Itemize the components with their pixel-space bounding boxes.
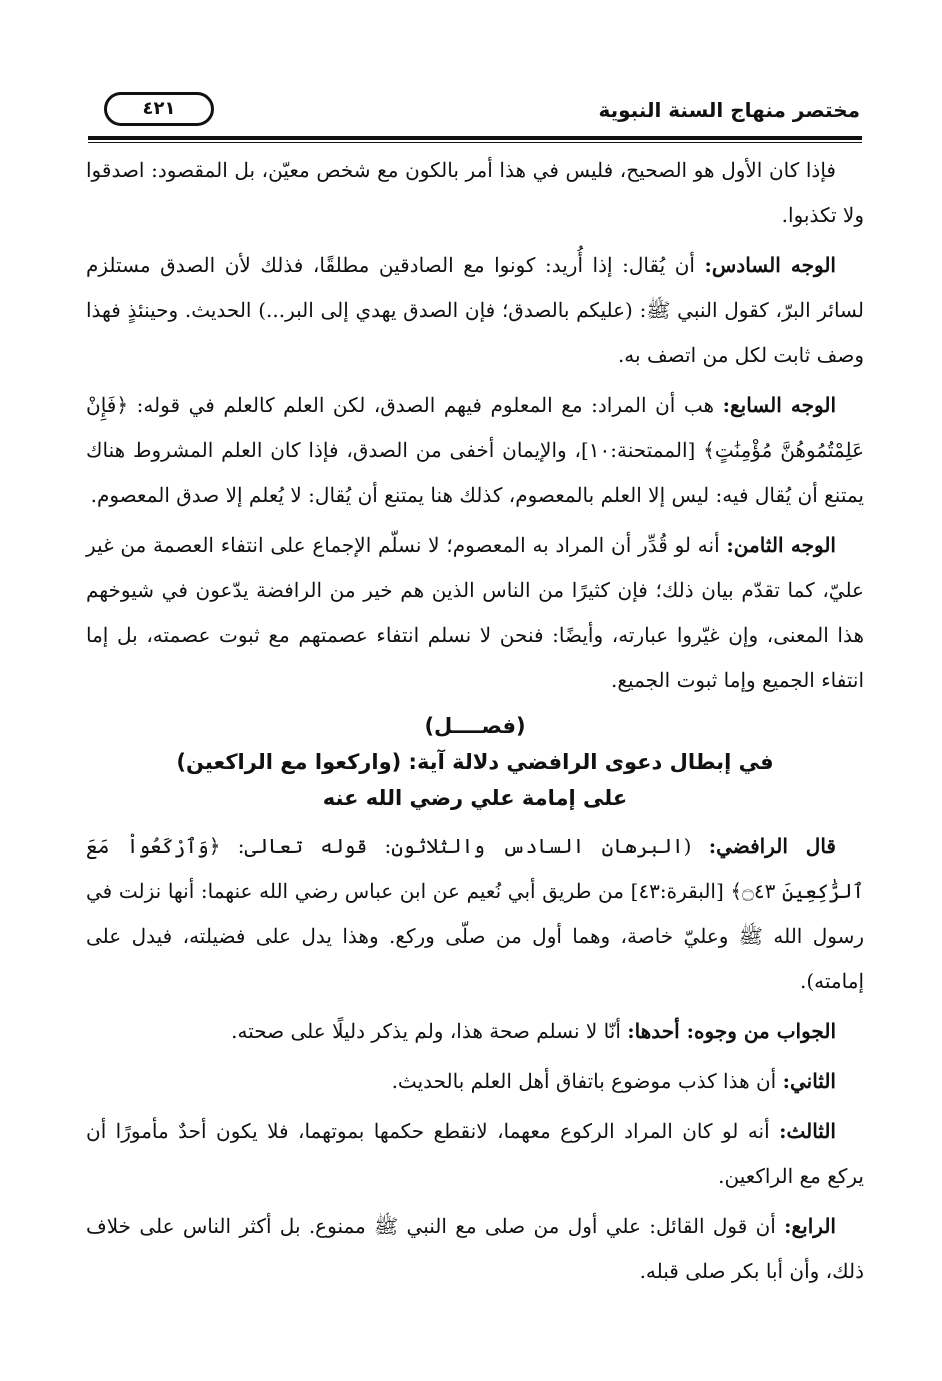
paragraph-text: أن قول القائل: علي أول من صلى مع النبي ﷺ ممنوع. بل أكثر الناس على خلاف ذلك، وأن أبا بكر صلى قبله.: [86, 1214, 864, 1283]
paragraph-text: أنه لو قُدِّر أن المراد به المعصوم؛ لا نسلّم الإجماع على انتفاء العصمة من غير عليّ، كما تقدّم بيان ذلك؛ فإن كثيرًا من الناس الذين هم خير من الرافضة يدّعون في شيوخهم هذا المعنى، وإن غيّروا عبارته، وأيضًا: فنحن لا نسلم انتفاء عصمتهم مع ثبوت عصمته، بل إما انتفاء الجميع وإما ثبوت الجميع.: [86, 533, 864, 692]
section-heading: في إبطال دعوى الرافضي دلالة آية: (واركعوا مع الراكعين): [176, 750, 774, 774]
paragraph-lead: الوجه السابع:: [722, 393, 836, 417]
paragraph-text: (البرهان السادس والثلاثون: قوله تعالى: ﴿وَٱرْكَعُواْ مَعَ ٱلرَّٰكِعِينَ ۝٤٣﴾ [البقرة:٤٣] من طريق أبي نُعيم عن ابن عباس رضي الله عنهما: أنها نزلت في رسول الله ﷺ وعليّ خاصة، وهما أول من صلّى وركع. وهذا يدل على فضيلته، فيدل على إمامته).: [86, 834, 865, 993]
paragraph: [86, 1109, 864, 1199]
paragraph-lead: الثالث:: [779, 1119, 836, 1143]
paragraph-text: أن يُقال: إذا أُريد: كونوا مع الصادقين مطلقًا، فذلك لأن الصدق مستلزم لسائر البرّ، كقول النبي ﷺ: (عليكم بالصدق؛ فإن الصدق يهدي إلى البر...) الحديث. وحينئذٍ فهذا وصف ثابت لكل من اتصف به.: [86, 253, 864, 367]
paragraph-text: فإذا كان الأول هو الصحيح، فليس في هذا أمر بالكون مع شخص معيّن، بل المقصود: اصدقوا ولا تكذبوا.: [86, 158, 864, 227]
paragraph: [86, 1009, 864, 1054]
page-body: [86, 148, 864, 1299]
paragraph: [86, 243, 864, 378]
paragraph: [86, 1204, 864, 1294]
paragraph-lead: الوجه السادس:: [704, 253, 836, 277]
paragraph: [86, 383, 864, 518]
paragraph-lead: الرابع:: [784, 1214, 836, 1238]
paragraph-text: هب أن المراد: مع المعلوم فيهم الصدق، لكن العلم كالعلم في قوله: ﴿فَإِنْ عَلِمْتُمُوهُنَّ مُؤْمِنَٰتٍ﴾ [الممتحنة:١٠]، والإيمان أخفى من الصدق، فإذا كان العلم المشروط هناك يمتنع أن يُقال فيه: ليس إلا العلم بالمعصوم، كذلك هنا يمتنع أن يُقال: لا يُعلم إلا صدق المعصوم.: [86, 393, 865, 507]
paragraph-lead: قال الرافضي:: [708, 834, 836, 858]
header-rule: [88, 136, 862, 140]
paragraph-lead: الجواب من وجوه: أحدها:: [627, 1019, 836, 1043]
page-header: [90, 88, 860, 134]
section-label: (فصــــل): [424, 714, 526, 738]
page-number: ٤٢١: [104, 92, 214, 126]
paragraph: [86, 1059, 864, 1104]
header-rule-thin: [88, 142, 862, 143]
paragraph-lead: الوجه الثامن:: [726, 533, 836, 557]
section-heading-continued: على إمامة علي رضي الله عنه: [322, 786, 628, 810]
paragraph: [86, 148, 864, 238]
paragraph-text: أن هذا كذب موضوع باتفاق أهل العلم بالحديث.: [391, 1069, 783, 1093]
book-title: مختصر منهاج السنة النبوية: [598, 98, 860, 122]
paragraph-text: أنه لو كان المراد الركوع معهما، لانقطع حكمها بموتهما، فلا يكون أحدٌ مأمورًا أن يركع مع الراكعين.: [86, 1119, 864, 1188]
paragraph: [86, 523, 864, 703]
paragraph-lead: الثاني:: [782, 1069, 836, 1093]
paragraph-text: أنّا لا نسلم صحة هذا، ولم يذكر دليلًا على صحته.: [231, 1019, 628, 1043]
paragraph: [86, 824, 864, 1004]
